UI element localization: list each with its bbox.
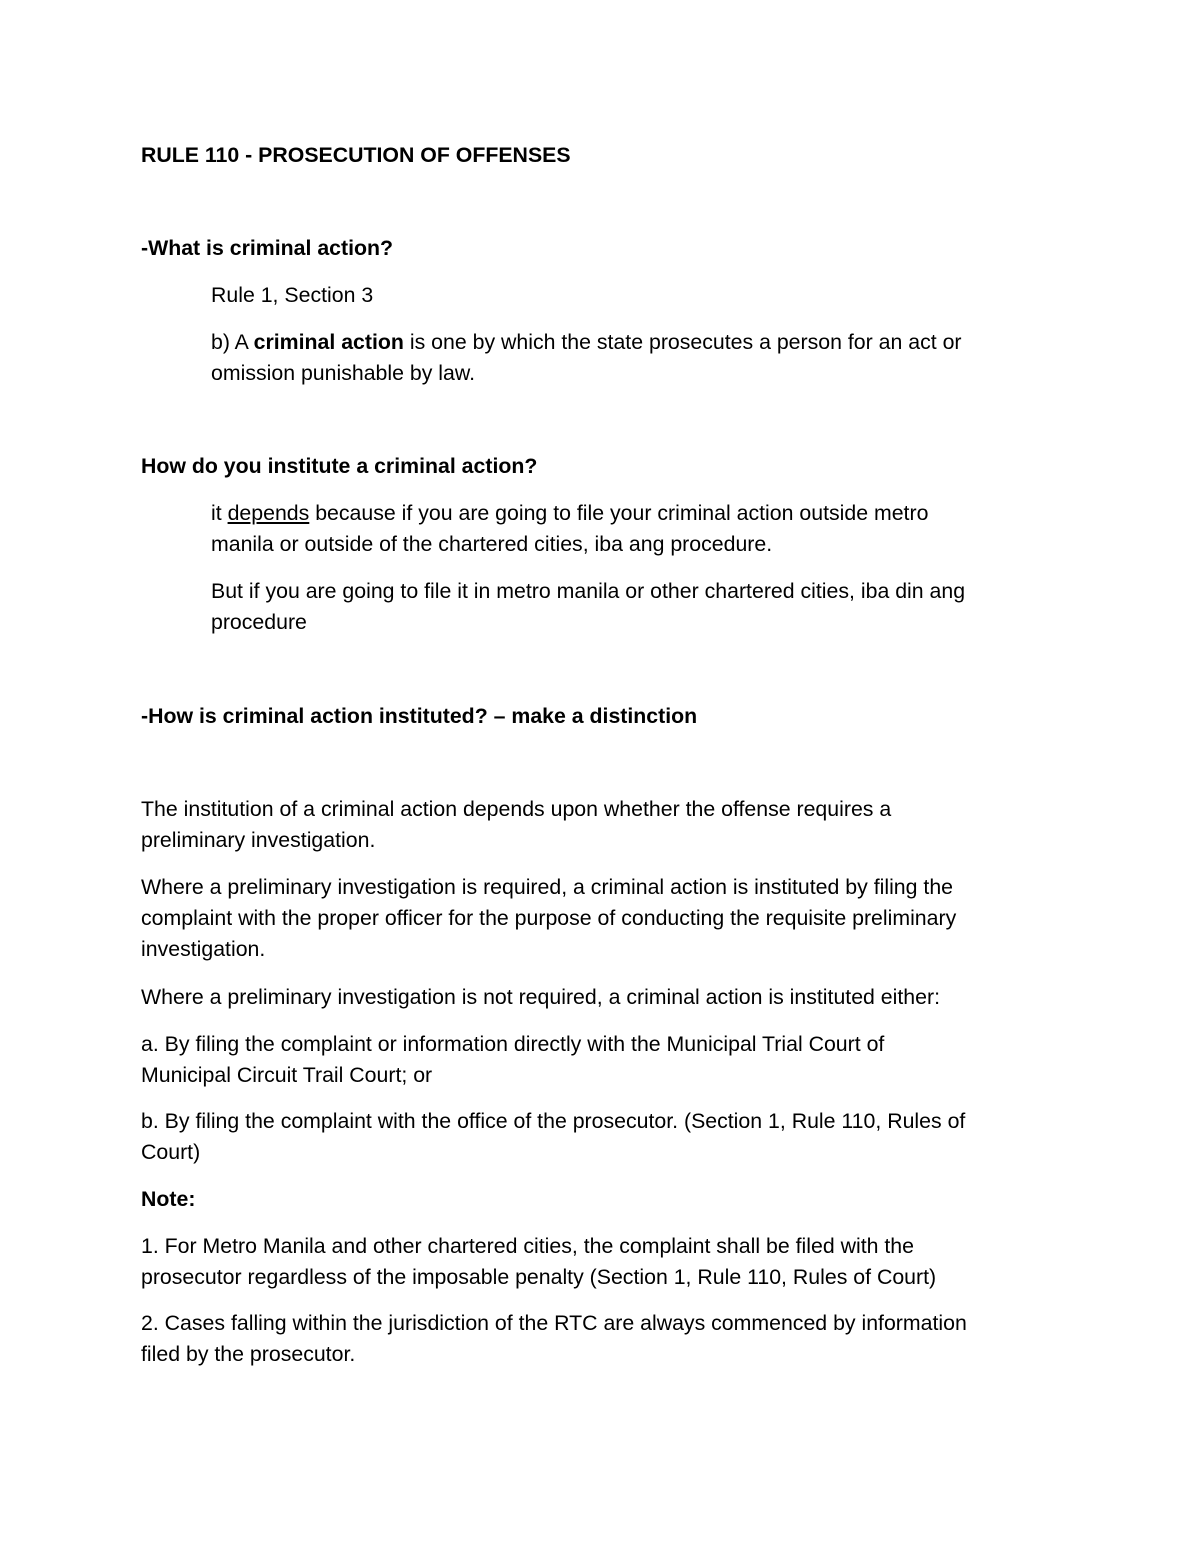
- answer-paragraph-2-line-1: But if you are going to file it in metro manila or other chartered cities, iba din ang: [211, 579, 966, 603]
- note-2-line-1: 2. Cases falling within the jurisdiction of the RTC are always commenced by information: [141, 1311, 967, 1335]
- option-a-line-1: a. By filing the complaint or information directly with the Municipal Trial Court of: [141, 1032, 885, 1056]
- question-heading-how-is-instituted: -How is criminal action instituted? – make a distinction: [141, 704, 698, 728]
- rule-reference: Rule 1, Section 3: [211, 283, 374, 307]
- required-paragraph-line-3: investigation.: [141, 937, 266, 961]
- question-heading-what-is-criminal-action: -What is criminal action?: [141, 236, 394, 260]
- note-1-line-1: 1. For Metro Manila and other chartered cities, the complaint shall be filed with the: [141, 1234, 914, 1258]
- question-heading-how-to-institute: How do you institute a criminal action?: [141, 454, 538, 478]
- answer-prefix: it: [211, 501, 228, 525]
- required-paragraph-line-2: complaint with the proper officer for the purpose of conducting the requisite preliminary: [141, 906, 957, 930]
- required-paragraph-line-1: Where a preliminary investigation is required, a criminal action is instituted by filing the: [141, 875, 954, 899]
- note-2-line-2: filed by the prosecutor.: [141, 1342, 356, 1366]
- document-title: RULE 110 - PROSECUTION OF OFFENSES: [141, 143, 571, 167]
- answer-suffix: because if you are going to file your criminal action outside metro: [309, 501, 929, 525]
- definition-suffix: is one by which the state prosecutes a person for an act or: [403, 330, 962, 354]
- answer-paragraph-1-line-1: [211, 498, 928, 529]
- note-1-line-2: prosecutor regardless of the imposable penalty (Section 1, Rule 110, Rules of Court): [141, 1265, 937, 1289]
- not-required-paragraph: Where a preliminary investigation is not required, a criminal action is instituted either:: [141, 985, 940, 1009]
- note-heading: Note:: [141, 1187, 196, 1211]
- definition-prefix: b) A: [211, 330, 254, 354]
- option-b-line-2: Court): [141, 1140, 201, 1164]
- option-b-line-1: b. By filing the complaint with the office of the prosecutor. (Section 1, Rule 110, Rules of: [141, 1109, 966, 1133]
- definition-line-1: [211, 327, 962, 358]
- definition-term: criminal action: [253, 330, 404, 354]
- answer-paragraph-1-line-2: manila or outside of the chartered cities, iba ang procedure.: [211, 532, 773, 556]
- option-a-line-2: Municipal Circuit Trail Court; or: [141, 1063, 433, 1087]
- definition-line-2: omission punishable by law.: [211, 361, 475, 385]
- answer-paragraph-2-line-2: procedure: [211, 610, 307, 634]
- institution-paragraph-line-1: The institution of a criminal action depends upon whether the offense requires a: [141, 797, 892, 821]
- answer-underlined-word: depends: [227, 501, 310, 525]
- institution-paragraph-line-2: preliminary investigation.: [141, 828, 376, 852]
